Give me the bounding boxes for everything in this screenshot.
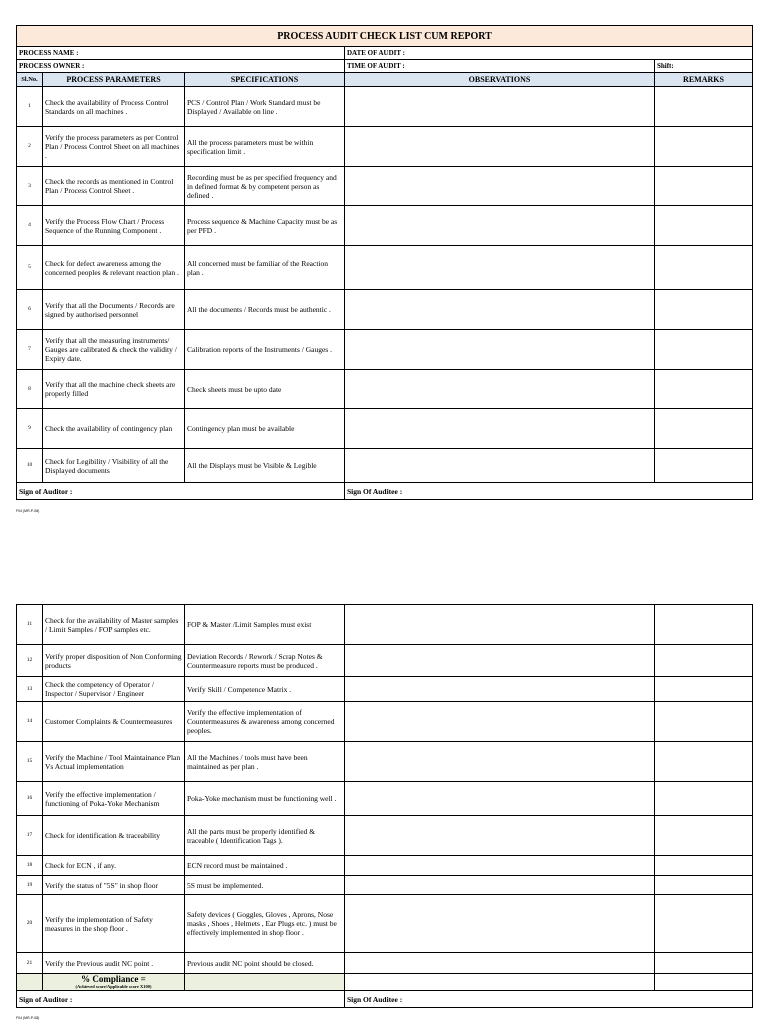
row-observation-cell[interactable] [345,330,655,370]
compliance-title: % Compliance = [81,974,146,984]
row-remarks-cell[interactable] [655,677,753,702]
row-remarks-cell[interactable] [655,702,753,742]
date-of-audit-field[interactable]: DATE OF AUDIT : [345,47,753,60]
row-observation-cell[interactable] [345,645,655,677]
row-specification: 5S must be implemented. [185,876,345,895]
process-name-field[interactable]: PROCESS NAME : [17,47,345,60]
row-number: 3 [17,167,43,206]
row-observation-cell[interactable] [345,856,655,876]
row-remarks-cell[interactable] [655,370,753,409]
row-number: 15 [17,742,43,782]
row-specification: All concerned must be familiar of the Reaction plan . [185,246,345,290]
table-row [17,127,753,167]
audit-table-page-2 [16,604,753,1008]
row-remarks-cell[interactable] [655,127,753,167]
row-parameter: Customer Complaints & Countermeasures [43,702,185,742]
row-number: 13 [17,677,43,702]
row-remarks-cell[interactable] [655,856,753,876]
row-specification: Verify the effective implementation of Countermeasures & awareness among concerned peoples. [185,702,345,742]
row-remarks-cell[interactable] [655,645,753,677]
row-remarks-cell[interactable] [655,290,753,330]
compliance-label [43,974,185,991]
col-header-remarks: REMARKS [655,73,753,87]
row-number: 12 [17,645,43,677]
row-remarks-cell[interactable] [655,409,753,449]
table-row [17,409,753,449]
row-observation-cell[interactable] [345,702,655,742]
col-header-sl-no: Sl.No. [17,73,43,87]
table-row [17,645,753,677]
table-row [17,605,753,645]
table-row [17,953,753,974]
col-header-parameters: PROCESS PARAMETERS [43,73,185,87]
row-parameter: Verify that all the Documents / Records are signed by authorised personnel [43,290,185,330]
row-parameter: Verify the Process Flow Chart / Process Sequence of the Running Component . [43,206,185,246]
row-remarks-cell[interactable] [655,742,753,782]
row-remarks-cell[interactable] [655,449,753,483]
table-row [17,742,753,782]
row-parameter: Check for defect awareness among the concerned peoples & relevant reaction plan . [43,246,185,290]
auditor-sign-field[interactable]: Sign of Auditor : [17,483,345,500]
row-parameter: Check the competency of Operator / Inspector / Supervisor / Engineer [43,677,185,702]
row-specification: Check sheets must be upto date [185,370,345,409]
row-number: 11 [17,605,43,645]
compliance-observation[interactable] [345,974,655,991]
row-parameter: Verify the implementation of Safety measures in the shop floor . [43,895,185,953]
row-number: 18 [17,856,43,876]
row-observation-cell[interactable] [345,782,655,816]
row-remarks-cell[interactable] [655,782,753,816]
table-row [17,895,753,953]
row-observation-cell[interactable] [345,953,655,974]
row-specification: Contingency plan must be available [185,409,345,449]
row-observation-cell[interactable] [345,290,655,330]
row-number: 14 [17,702,43,742]
col-header-specifications: SPECIFICATIONS [185,73,345,87]
row-parameter: Verify the effective implementation / functioning of Poka-Yoke Mechanism [43,782,185,816]
row-observation-cell[interactable] [345,409,655,449]
table-row [17,856,753,876]
row-specification: Calibration reports of the Instruments / Gauges . [185,330,345,370]
row-number: 9 [17,409,43,449]
shift-field[interactable]: Shift: [655,60,753,73]
row-parameter: Check the records as mentioned in Control Plan / Process Control Sheet . [43,167,185,206]
row-parameter: Verify the process parameters as per Control Plan / Process Control Sheet on all machines . [43,127,185,167]
row-observation-cell[interactable] [345,895,655,953]
table-row [17,370,753,409]
compliance-formula: (Achieved score/Applicable score X100) [75,984,152,989]
row-observation-cell[interactable] [345,246,655,290]
table-row [17,206,753,246]
row-specification: ECN record must be maintained . [185,856,345,876]
checklist-rows-page-1 [17,87,753,483]
row-remarks-cell[interactable] [655,605,753,645]
page-title: PROCESS AUDIT CHECK LIST CUM REPORT [17,26,753,47]
compliance-blank [17,974,43,991]
doc-number-2: F04 (MR-P-08) [16,1016,40,1020]
compliance-remark[interactable] [655,974,753,991]
row-specification: Deviation Records / Rework / Scrap Notes & Countermeasure reports must be produced . [185,645,345,677]
table-row [17,816,753,856]
auditee-sign-field-2[interactable]: Sign Of Auditee : [345,991,753,1008]
audit-table-page-1 [16,25,753,500]
row-parameter: Verify the Machine / Tool Maintainance Plan Vs Actual implementation [43,742,185,782]
row-number: 20 [17,895,43,953]
row-remarks-cell[interactable] [655,167,753,206]
row-parameter: Check the availability of contingency plan [43,409,185,449]
row-number: 7 [17,330,43,370]
col-header-observations: OBSERVATIONS [345,73,655,87]
row-observation-cell[interactable] [345,876,655,895]
row-number: 4 [17,206,43,246]
table-row [17,449,753,483]
row-specification: Recording must be as per specified frequency and in defined format & by competent person as defined . [185,167,345,206]
row-specification: All the documents / Records must be authentic . [185,290,345,330]
row-number: 5 [17,246,43,290]
checklist-rows-page-2 [17,605,753,974]
row-parameter: Check for Legibility / Visibility of all the Displayed documents [43,449,185,483]
row-specification: Previous audit NC point should be closed. [185,953,345,974]
row-specification: FOP & Master /Limit Samples must exist [185,605,345,645]
table-row [17,167,753,206]
row-observation-cell[interactable] [345,816,655,856]
row-parameter: Verify proper disposition of Non Conforming products [43,645,185,677]
row-parameter: Verify that all the machine check sheets are properly filled [43,370,185,409]
row-specification: Verify Skill / Competence Matrix . [185,677,345,702]
row-remarks-cell[interactable] [655,330,753,370]
row-number: 16 [17,782,43,816]
auditor-sign-field-2[interactable]: Sign of Auditor : [17,991,345,1008]
row-specification: Process sequence & Machine Capacity must be as per PFD . [185,206,345,246]
table-row [17,876,753,895]
row-parameter: Check the availability of Process Control Standards on all machines . [43,87,185,127]
row-remarks-cell[interactable] [655,816,753,856]
row-observation-cell[interactable] [345,167,655,206]
table-row [17,246,753,290]
row-observation-cell[interactable] [345,605,655,645]
table-row [17,290,753,330]
row-parameter: Check for the availability of Master samples / Limit Samples / FOP samples etc. [43,605,185,645]
row-parameter: Check for identification & traceability [43,816,185,856]
row-specification: All the Machines / tools must have been maintained as per plan . [185,742,345,782]
row-observation-cell[interactable] [345,206,655,246]
row-observation-cell[interactable] [345,370,655,409]
row-remarks-cell[interactable] [655,895,753,953]
row-observation-cell[interactable] [345,742,655,782]
table-row [17,87,753,127]
row-remarks-cell[interactable] [655,87,753,127]
compliance-value[interactable] [185,974,345,991]
row-number: 19 [17,876,43,895]
time-of-audit-field[interactable]: TIME OF AUDIT : [345,60,655,73]
row-number: 6 [17,290,43,330]
table-row [17,702,753,742]
row-observation-cell[interactable] [345,87,655,127]
row-parameter: Verify that all the measuring instruments/ Gauges are calibrated & check the validity / Expiry date. [43,330,185,370]
row-remarks-cell[interactable] [655,206,753,246]
row-number: 10 [17,449,43,483]
row-specification: Poka-Yoke mechanism must be functioning well . [185,782,345,816]
row-specification: All the parts must be properly identified & traceable ( Identification Tags ). [185,816,345,856]
row-parameter: Check for ECN , if any. [43,856,185,876]
row-remarks-cell[interactable] [655,876,753,895]
row-remarks-cell[interactable] [655,246,753,290]
table-row [17,330,753,370]
row-number: 21 [17,953,43,974]
row-number: 8 [17,370,43,409]
row-specification: All the Displays must be Visible & Legible [185,449,345,483]
table-row [17,782,753,816]
row-specification: Safety devices ( Goggles, Gloves , Aprons, Nose masks , Shoes , Helmets , Ear Plugs etc. ) must be effectively implemented in shop floor . [185,895,345,953]
auditee-sign-field[interactable]: Sign Of Auditee : [345,483,753,500]
row-observation-cell[interactable] [345,677,655,702]
row-specification: PCS / Control Plan / Work Standard must be Displayed / Available on line . [185,87,345,127]
row-number: 2 [17,127,43,167]
row-parameter: Verify the Previous audit NC point . [43,953,185,974]
row-parameter: Verify the status of "5S" in shop floor [43,876,185,895]
row-observation-cell[interactable] [345,449,655,483]
row-number: 17 [17,816,43,856]
row-number: 1 [17,87,43,127]
row-observation-cell[interactable] [345,127,655,167]
row-remarks-cell[interactable] [655,953,753,974]
doc-number: F04 (MR-P-08) [16,509,40,513]
row-specification: All the process parameters must be within specification limit . [185,127,345,167]
table-row [17,677,753,702]
process-owner-field[interactable]: PROCESS OWNER : [17,60,345,73]
